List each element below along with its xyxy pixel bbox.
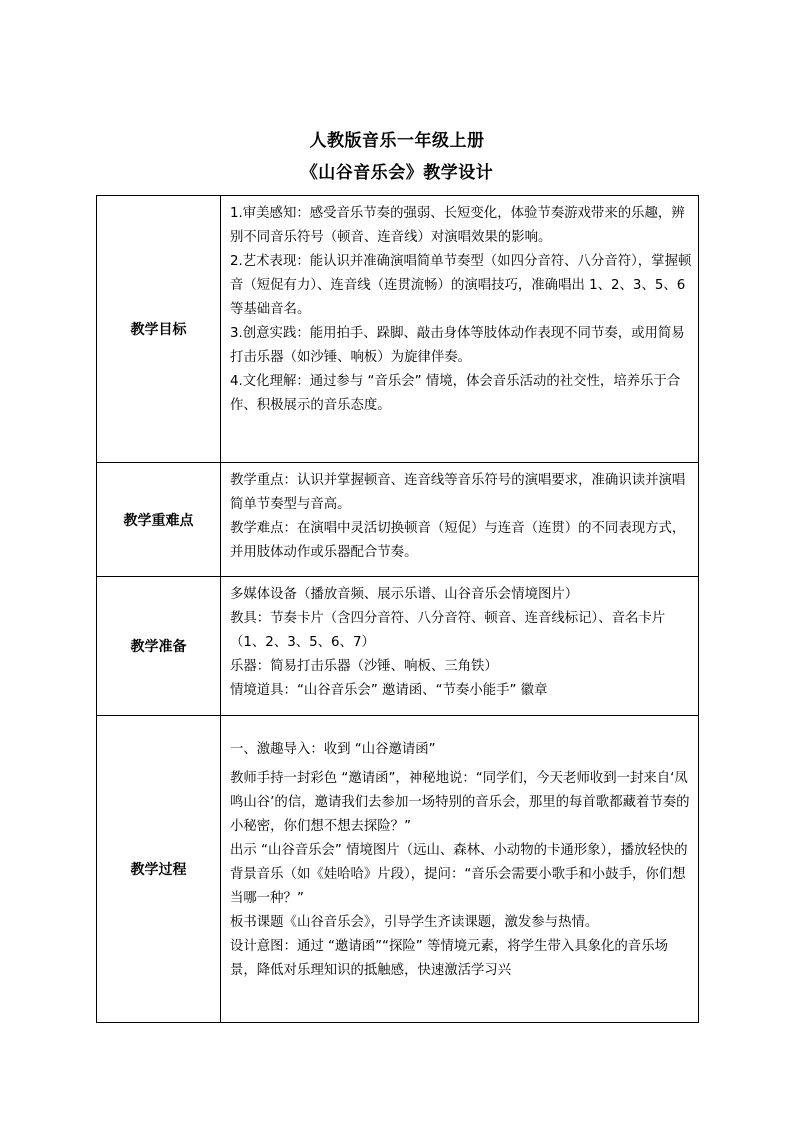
table-row-goals bbox=[97, 196, 699, 463]
row-label-key-points: 教学重难点 bbox=[97, 463, 221, 577]
document-title: 人教版音乐一年级上册 bbox=[309, 131, 485, 151]
process-item: 板书课题《山谷音乐会》，引导学生齐读课题，激发参与热情。 bbox=[230, 915, 599, 930]
table-row-key-points bbox=[97, 463, 699, 577]
goal-item: 1.审美感知：感受音乐节奏的强弱、长短变化，体验节奏游戏带来的乐趣，辨别不同音乐符号（顿音、连音线）对演唱效果的影响。 bbox=[230, 206, 685, 245]
row-label-process: 教学过程 bbox=[97, 716, 221, 1023]
table-row-process bbox=[97, 716, 699, 1023]
goal-item: 2.艺术表现：能认识并准确演唱简单节奏型（如四分音符、八分音符），掌握顿音（短促有力）、连音线（连贯流畅）的演唱技巧，准确唱出 1、2、3、5、6 等基础音名。 bbox=[230, 254, 692, 317]
row-label-goals: 教学目标 bbox=[97, 196, 221, 463]
preparation-item: 情境道具：“山谷音乐会” 邀请函、“节奏小能手” 徽章 bbox=[230, 683, 548, 698]
preparation-item: 教具：节奏卡片（含四分音符、八分音符、顿音、连音线标记）、音名卡片（1、2、3、5、6、7） bbox=[230, 611, 666, 650]
process-item: 出示 “山谷音乐会” 情境图片（远山、森林、小动物的卡通形象），播放轻快的背景音乐（如《娃哈哈》片段），提问：“音乐会需要小歌手和小鼓手，你们想当哪一种？” bbox=[230, 843, 688, 906]
key-point-item: 教学重点：认识并掌握顿音、连音线等音乐符号的演唱要求，准确识读并演唱简单节奏型与音高。 bbox=[230, 473, 686, 512]
key-point-item: 教学难点：在演唱中灵活切换顿音（短促）与连音（连贯）的不同表现方式，并用肢体动作或乐器配合节奏。 bbox=[230, 521, 686, 560]
process-item: 教师手持一封彩色 “邀请函”，神秘地说：“同学们，今天老师收到一封来自‘凤鸣山谷’的信，邀请我们去参加一场特别的音乐会，那里的每首歌都藏着节奏的小秘密，你们想不想去探险？” bbox=[230, 771, 690, 834]
process-heading: 一、激趣导入：收到 “山谷邀请函” bbox=[230, 742, 436, 757]
goals-content bbox=[221, 196, 699, 463]
preparation-item: 多媒体设备（播放音频、展示乐谱、山谷音乐会情境图片） bbox=[230, 587, 579, 602]
lesson-plan-table bbox=[96, 195, 699, 1023]
process-item: 设计意图：通过 “邀请函”“探险” 等情境元素，将学生带入具象化的音乐场景，降低对乐理知识的抵触感，快速激活学习兴 bbox=[230, 939, 668, 978]
process-content bbox=[221, 716, 699, 1023]
goal-item: 4.文化理解：通过参与 “音乐会” 情境，体会音乐活动的社交性，培养乐于合作、积极展示的音乐态度。 bbox=[230, 374, 681, 413]
key-points-content bbox=[221, 463, 699, 577]
goal-item: 3.创意实践：能用拍手、跺脚、敲击身体等肢体动作表现不同节奏，或用简易打击乐器（如沙锤、响板）为旋律伴奏。 bbox=[230, 326, 685, 365]
preparation-content bbox=[221, 577, 699, 716]
row-label-preparation: 教学准备 bbox=[97, 577, 221, 716]
table-row-preparation bbox=[97, 577, 699, 716]
preparation-item: 乐器：简易打击乐器（沙锤、响板、三角铁） bbox=[230, 659, 498, 674]
document-subtitle: 《山谷音乐会》教学设计 bbox=[300, 163, 494, 183]
